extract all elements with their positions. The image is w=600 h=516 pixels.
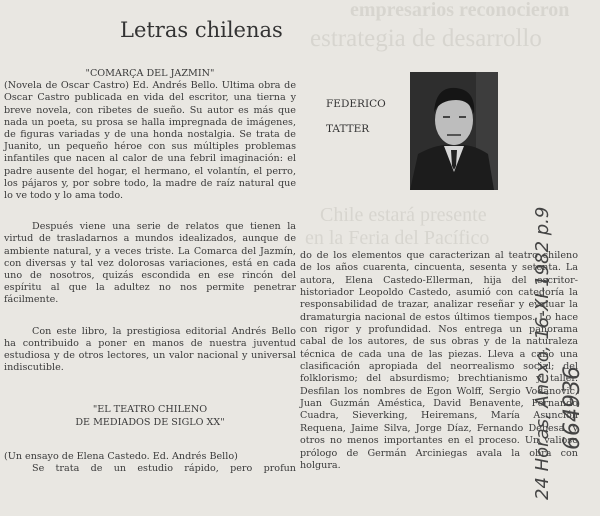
review-paragraph-start: Se trata de un estudio rápido, pero profun (32, 463, 296, 475)
author-last-name: TATTER (326, 123, 370, 135)
review-heading: "EL TEATRO CHILENO (92, 404, 208, 416)
review-heading: "COMARÇA DEL JAZMIN" (85, 68, 215, 79)
review-paragraph: (Novela de Oscar Castro) Ed. Andrés Bello. Ultima obra de Oscar Castro publicada en vida del escritor, una tierna y breve novela, con ribetes de sueño. Su autor es más que nada un poeta, su prosa se halla impregnada de imágenes, de figuras variadas y de una honda nostalgia. Se trata de Juanito, un pequeño héroe con sus múltiples problemas infantiles que nacen al calor de una febril imaginación: el padre ausente del hogar, el hermano, el volantín, el perro, los pájaros y, por sobre todo, la madre de raíz natural que lo ve todo y lo ama todo. (4, 80, 296, 202)
handwritten-catalog-number: 664936 (560, 366, 585, 450)
bleed-through-text: empresarios reconocieron (350, 0, 570, 21)
handwritten-source-date: 24 Horas, Anexo, 16-XI-1982 p.9 (532, 206, 553, 500)
bleed-through-text: en la Feria del Pacífico (305, 227, 490, 249)
review-paragraph: Con este libro, la prestigiosa editorial Andrés Bello ha contribuido a poner en manos de nuestra juventud estudiosa y de otros lectores, un valor nacional y universal indiscutible. (4, 325, 296, 374)
left-column (4, 68, 296, 475)
author-first-name: FEDERICO (326, 98, 386, 110)
review-paragraph: Después viene una serie de relatos que tienen la virtud de trasladarnos a mundos idealizados, aunque de ambiente natural, y a veces triste. La Comarca del Jazmín, con diversas y tal vez dolorosas variaciones, está en cada uno de nosotros, quizás escondida en ese rincón del espíritu al que la adultez no nos permite penetrar fácilmente. (4, 221, 296, 306)
section-title: Letras chilenas (120, 18, 283, 42)
review-heading: DE MEDIADOS DE SIGLO XX" (75, 416, 225, 428)
bleed-through-text: estrategia de desarrollo (310, 25, 542, 52)
bleed-through-text: Chile estará presente (320, 204, 487, 226)
review-paragraph-continued: do de los elementos que caracterizan al teatro chileno de los años cuarenta, cincuenta, sesenta y setenta. La autora, Elena Castedo-Ellerman, hija del escritor-historiador Leopoldo Castedo, asumió con categoría la responsabilidad de trazar, analizar reseñar y evaluar la dramaturgia nacional de estos últimos tiempos. Lo hace con rigor y profundidad. Nos entrega un panorama cabal de los autores, de sus obras y de la naturaleza técnica de cada una de las piezas. Lleva a cabo una clasificación apropiada del neorrealismo social; del folklorismo; del absurdismo; brechtianismo y taller. Desfilan los nombres de Egon Wolff, Sergio Vodanovic, Juan Guzmán Améstica, David Benavente, Fernando Cuadra, Sieverking, Heiremans, María Asunción Requena, Jaime Silva, Jorge Díaz, Fernando Debesa, y otros no menos importantes en el proceso. Un valioso prólogo de Germán Arciniegas avala la obra con holgura. (300, 250, 578, 471)
handwritten-annotation (528, 207, 588, 500)
review-subtitle: (Un ensayo de Elena Castedo. Ed. Andrés Bello) (4, 450, 238, 462)
author-byline (326, 92, 386, 142)
author-photo (410, 72, 498, 190)
